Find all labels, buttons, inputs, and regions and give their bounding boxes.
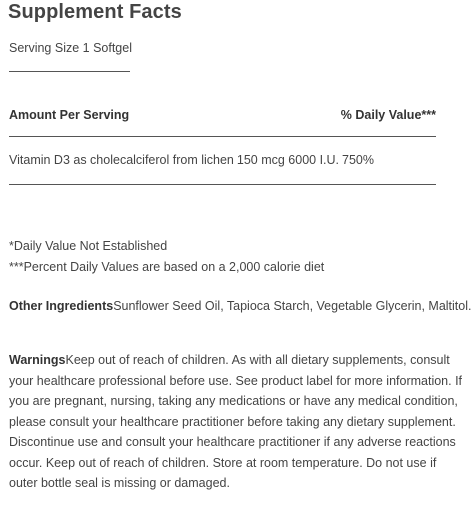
warnings-text: Keep out of reach of children. As with all dietary supplements, consult your healthcare professional before use. See product label for more information. If you are pregnant, nursing, taking any medications or have any medical condition, please consult your healthcare practitioner before taking any dietary supplement. Discontinue use and consult your healthcare practitioner if any adverse reactions occur. Keep out of reach of children. Store at room temperature. Do not use if outer bottle seal is missing or damaged.	[9, 353, 463, 490]
footnote-daily-value: *Daily Value Not Established	[9, 239, 168, 253]
nutrient-name: Vitamin D3 as cholecalciferol from lichen	[9, 153, 234, 167]
divider-header	[9, 136, 436, 137]
divider-rows	[9, 184, 436, 185]
nutrient-amount: 150 mcg 6000 I.U.	[236, 153, 340, 167]
nutrient-row	[9, 153, 374, 167]
other-ingredients-label: Other Ingredients	[9, 299, 114, 313]
amount-per-serving-header: Amount Per Serving	[9, 108, 130, 122]
warnings-label: Warnings	[9, 353, 66, 367]
page-title: Supplement Facts	[8, 1, 182, 23]
nutrient-daily-value: 750%	[342, 153, 375, 167]
divider-short	[9, 71, 130, 72]
serving-size: Serving Size 1 Softgel	[9, 41, 132, 55]
other-ingredients-text: Sunflower Seed Oil, Tapioca Starch, Vegetable Glycerin, Maltitol.	[113, 299, 472, 313]
warnings	[9, 350, 465, 494]
other-ingredients	[9, 299, 471, 313]
footnote-percent-daily: ***Percent Daily Values are based on a 2,000 calorie diet	[9, 260, 325, 274]
daily-value-header: % Daily Value***	[340, 108, 436, 122]
